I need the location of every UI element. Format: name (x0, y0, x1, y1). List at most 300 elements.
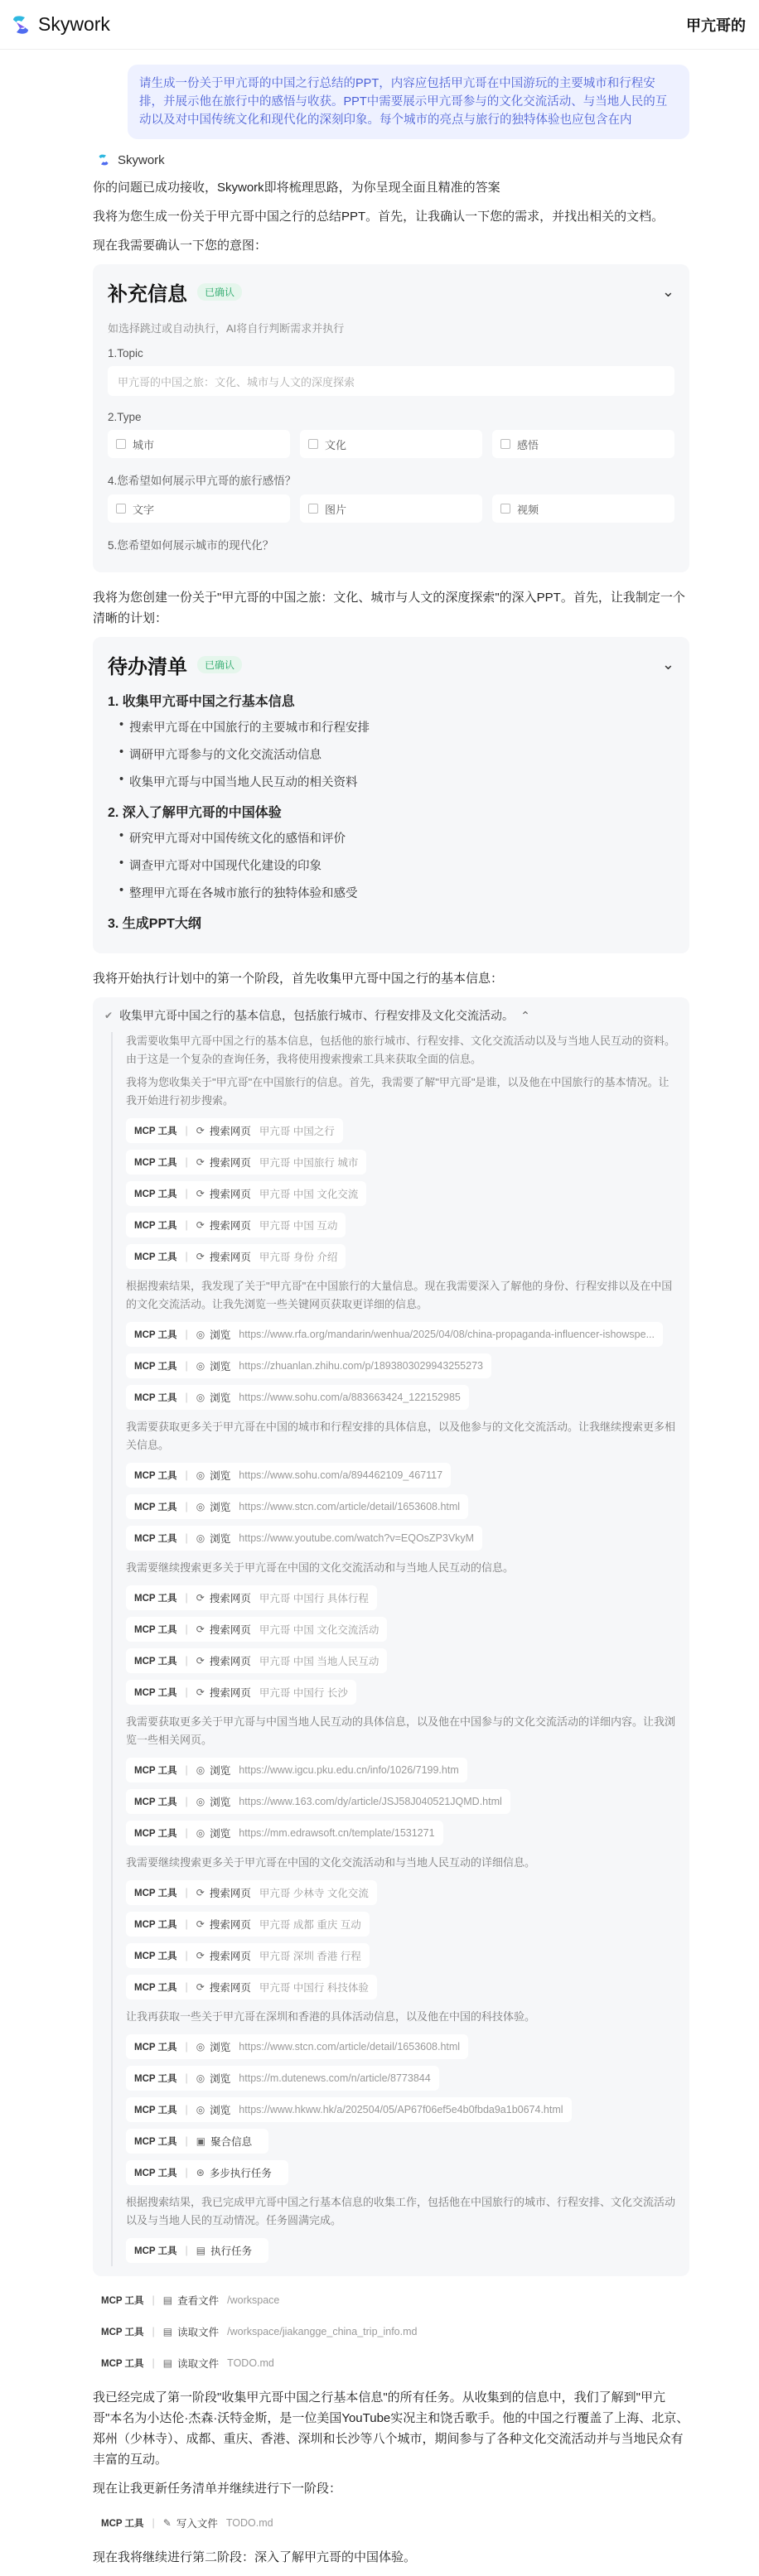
search-icon: ⟳ (196, 1918, 205, 1930)
option-label: 视频 (517, 503, 539, 516)
supplement-card (93, 264, 689, 572)
tool-call-row (126, 1146, 678, 1178)
tool-call-row (126, 2094, 678, 2125)
divider: | (185, 1950, 188, 1961)
divider: | (185, 1592, 188, 1604)
checkbox[interactable] (500, 504, 510, 514)
tool-call-row (126, 1350, 678, 1382)
tool-call-row (126, 1940, 678, 1971)
assistant-text: 现在我需要确认一下您的意图： (93, 239, 268, 253)
option-label: 文字 (133, 503, 155, 516)
tool-call-chip[interactable] (126, 1821, 443, 1845)
step-note: 我需要继续搜索更多关于甲亢哥在中国的文化交流活动和与当地人民互动的详细信息。 (126, 1856, 536, 1869)
search-icon: ⟳ (196, 1251, 205, 1262)
todo-item: • 整理甲亢哥在各城市旅行的独特体验和感受 (119, 884, 674, 901)
divider: | (185, 1623, 188, 1635)
tool-call-chip[interactable] (126, 1880, 377, 1905)
tool-call-row (126, 1614, 678, 1645)
mcp-label: MCP 工具 (134, 2106, 177, 2115)
divider: | (185, 1219, 188, 1231)
step-note: 让我再获取一些关于甲亢哥在深圳和香港的具体活动信息，以及他在中国的科技体验。 (126, 2010, 536, 2023)
browse-icon: ◎ (196, 1501, 205, 1512)
tool-name: 搜索网页 (209, 1252, 251, 1263)
type-options (108, 430, 674, 458)
type-option[interactable] (300, 430, 482, 458)
browse-icon: ◎ (196, 1764, 205, 1776)
tool-name: 搜索网页 (209, 1220, 251, 1232)
show-option[interactable] (108, 494, 290, 523)
todo-item: • 调查甲亢哥对中国现代化建设的印象 (119, 856, 674, 874)
aggregate-icon: ▣ (196, 2135, 206, 2147)
file-icon: ▤ (162, 2357, 173, 2369)
step-note: 我需要获取更多关于甲亢哥与中国当地人民互动的具体信息，以及他在中国参与的文化交流活动的详细内容。让我浏览一些相关网页。 (126, 1715, 676, 1746)
divider: | (152, 2357, 155, 2369)
divider: | (185, 1501, 188, 1512)
tool-call-chip[interactable] (93, 2319, 425, 2344)
divider: | (185, 1981, 188, 1993)
mcp-label: MCP 工具 (134, 1594, 177, 1604)
tool-argument: https://www.sohu.com/a/894462109_467117 (239, 1469, 443, 1481)
search-icon: ⟳ (196, 1219, 205, 1231)
tool-name: 搜索网页 (209, 1593, 251, 1604)
show-option[interactable] (492, 494, 674, 523)
mcp-label: MCP 工具 (134, 1534, 177, 1544)
divider: | (185, 1686, 188, 1698)
mcp-label: MCP 工具 (134, 1625, 177, 1635)
tool-call-row (126, 1971, 678, 2003)
tool-name: 搜索网页 (209, 1624, 251, 1636)
tool-call-row (93, 2284, 689, 2316)
chevron-down-icon[interactable]: ⌄ (661, 283, 674, 300)
browse-icon: ◎ (196, 1392, 205, 1403)
mcp-label: MCP 工具 (134, 1951, 177, 1961)
divider: | (185, 2167, 188, 2178)
tool-call-chip[interactable] (126, 1585, 377, 1610)
divider: | (152, 2326, 155, 2337)
browse-icon: ◎ (196, 1827, 205, 1839)
tool-call-chip[interactable] (126, 1943, 370, 1968)
tool-call-chip[interactable] (126, 2129, 268, 2154)
tool-name: 浏览 (210, 1765, 231, 1777)
assistant-name: Skywork (118, 152, 165, 167)
tool-call-row (93, 2316, 689, 2347)
todo-item: • 研究甲亢哥对中国传统文化的感悟和评价 (119, 829, 674, 847)
chevron-down-icon[interactable]: ⌄ (661, 656, 674, 673)
tool-call-chip[interactable] (126, 1118, 343, 1143)
divider: | (185, 2135, 188, 2147)
top-bar (0, 0, 759, 50)
mcp-label: MCP 工具 (134, 1889, 177, 1898)
assistant-text: 我将为您生成一份关于甲亢哥中国之行的总结PPT。首先，让我确认一下您的需求，并找出相关的文档。 (93, 210, 665, 224)
tool-name: 读取文件 (177, 2358, 220, 2370)
search-icon: ⟳ (196, 1950, 205, 1961)
steps-header[interactable] (104, 1007, 678, 1024)
tool-call-chip[interactable] (126, 2097, 572, 2122)
tool-call-chip[interactable] (126, 1912, 370, 1937)
tool-argument: https://www.youtube.com/watch?v=EQOsZP3VkyM (239, 1532, 475, 1544)
assistant-text: 我已经完成了第一阶段"收集甲亢哥中国之行基本信息"的所有任务。从收集到的信息中，我们了解到"甲亢哥"本名为小达伦·杰森·沃特金斯，是一位美国YouTube实况主和饶舌歌手。他的中国之行覆盖了上海、北京、郑州（少林寺）、成都、重庆、香港、深圳和长沙等八个城市，期间参与了各种文化交流活动并与当地民众有丰富的互动。 (93, 2390, 689, 2467)
outer-tools (93, 2284, 689, 2379)
divider: | (185, 1469, 188, 1481)
browse-icon: ◎ (196, 1360, 205, 1372)
tool-argument: TODO.md (227, 2357, 274, 2369)
tool-call-row (93, 2507, 689, 2539)
mcp-label: MCP 工具 (134, 1797, 177, 1807)
tool-call-chip[interactable] (126, 2034, 468, 2059)
tool-call-row (126, 1908, 678, 1940)
tool-call-chip[interactable] (126, 1150, 366, 1175)
supplement-header[interactable] (108, 277, 674, 306)
tool-call-chip[interactable] (126, 1244, 346, 1269)
mcp-label: MCP 工具 (134, 1189, 177, 1199)
tool-name: 搜索网页 (209, 1982, 251, 1994)
checkbox[interactable] (308, 504, 318, 514)
option-label: 文化 (325, 438, 347, 451)
divider: | (185, 1764, 188, 1776)
assistant-text: 我将为您创建一份关于"甲亢哥的中国之旅：文化、城市与人文的深度探索"的深入PPT。首先，让我制定一个清晰的计划： (93, 591, 685, 625)
tool-argument: 甲亢哥 中国 文化交流 (259, 1189, 359, 1200)
browse-icon: ◎ (196, 2104, 205, 2115)
mcp-label: MCP 工具 (134, 2043, 177, 2053)
tool-argument: 甲亢哥 中国 当地人民互动 (259, 1656, 380, 1667)
tool-name: 多步执行任务 (209, 2168, 272, 2179)
tool-call-chip[interactable] (93, 2351, 283, 2376)
tool-name: 查看文件 (177, 2295, 220, 2307)
divider: | (185, 1796, 188, 1807)
divider: | (185, 1156, 188, 1168)
tool-argument: 甲亢哥 中国之行 (259, 1126, 335, 1137)
mcp-label: MCP 工具 (134, 1829, 177, 1839)
tool-argument: https://www.sohu.com/a/883663424_122152985 (239, 1392, 461, 1403)
mcp-label: MCP 工具 (101, 2296, 144, 2306)
supplement-hint: 如选择跳过或自动执行，AI将自行判断需求并执行 (108, 322, 345, 335)
status-badge: 已确认 (197, 656, 242, 673)
tool-name: 浏览 (210, 2105, 231, 2116)
tool-name: 浏览 (210, 1361, 231, 1372)
write-tool (93, 2507, 689, 2539)
tool-call-row (126, 1241, 678, 1272)
checkbox[interactable] (116, 439, 126, 449)
tool-call-chip[interactable] (126, 2066, 439, 2091)
tool-call-chip[interactable] (126, 1758, 467, 1782)
tool-call-chip[interactable] (126, 2160, 288, 2185)
tool-call-row (126, 2031, 678, 2062)
tool-name: 搜索网页 (209, 1888, 251, 1899)
checkbox[interactable] (308, 439, 318, 449)
tool-argument: https://www.rfa.org/mandarin/wenhua/2025/04/08/china-propaganda-influencer-ishowspe... (239, 1329, 655, 1340)
mcp-label: MCP 工具 (134, 1126, 177, 1136)
browse-icon: ◎ (196, 1469, 205, 1481)
type-option[interactable] (108, 430, 290, 458)
step-note: 我需要继续搜索更多关于甲亢哥在中国的文化交流活动和与当地人民互动的信息。 (126, 1561, 515, 1574)
show-option[interactable] (300, 494, 482, 523)
browse-icon: ◎ (196, 2072, 205, 2084)
assistant-text: 我将开始执行计划中的第一个阶段，首先收集甲亢哥中国之行的基本信息： (93, 972, 504, 986)
page-title: 甲亢哥的 (686, 17, 746, 34)
mcp-label: MCP 工具 (134, 1158, 177, 1168)
mcp-label: MCP 工具 (134, 2168, 177, 2178)
question-label: 2.Type (108, 411, 142, 423)
step-note: 我需要收集甲亢哥中国之行的基本信息，包括他的旅行城市、行程安排、文化交流活动以及与当地人民互动的资料。由于这是一个复杂的查询任务，我将使用搜索搜索工具来获取全面的信息。 (126, 1035, 676, 1065)
assistant-text: 你的问题已成功接收，Skywork即将梳理思路，为你呈现全面且精准的答案 (93, 181, 500, 195)
option-label: 图片 (325, 503, 347, 516)
brand-name: Skywork (38, 13, 110, 35)
brand-logo[interactable] (8, 12, 110, 37)
mcp-label: MCP 工具 (134, 1221, 177, 1231)
mcp-label: MCP 工具 (101, 2359, 144, 2369)
tool-call-row (126, 2125, 678, 2157)
tool-argument: TODO.md (225, 2517, 273, 2529)
tool-argument: /workspace/jiakangge_china_trip_info.md (227, 2326, 418, 2337)
tool-call-row (126, 1877, 678, 1908)
tool-argument: https://mm.edrawsoft.cn/template/1531271 (239, 1827, 435, 1839)
tool-call-chip[interactable] (93, 2511, 282, 2535)
divider: | (185, 1887, 188, 1898)
tool-call-row (126, 1522, 678, 1554)
search-icon: ⟳ (196, 1125, 205, 1136)
tool-call-chip[interactable] (126, 1385, 469, 1410)
tool-name: 写入文件 (176, 2518, 218, 2530)
check-icon: ✔ (104, 1010, 114, 1021)
tool-name: 聚合信息 (210, 2136, 253, 2148)
question-label: 1.Topic (108, 347, 143, 359)
divider: | (185, 1655, 188, 1667)
tool-name: 执行任务 (210, 2246, 253, 2257)
skywork-logo-icon (96, 152, 111, 167)
browse-icon: ◎ (196, 1329, 205, 1340)
tool-name: 搜索网页 (209, 1951, 251, 1962)
execute-icon: ▤ (196, 2245, 206, 2256)
checkbox[interactable] (116, 504, 126, 514)
tool-call-row (126, 1676, 678, 1708)
tool-call-chip[interactable] (93, 2288, 288, 2313)
tool-argument: https://www.163.com/dy/article/JSJ58J040521JQMD.html (239, 1796, 502, 1807)
tool-argument: 甲亢哥 成都 重庆 互动 (259, 1919, 361, 1931)
tool-call-row (126, 1645, 678, 1676)
tool-name: 读取文件 (177, 2327, 220, 2338)
tool-call-row (126, 1459, 678, 1491)
tool-call-row (93, 2347, 689, 2379)
supplement-title: 补充信息 (108, 283, 187, 306)
browse-icon: ◎ (196, 1796, 205, 1807)
mcp-label: MCP 工具 (134, 1330, 177, 1340)
mcp-label: MCP 工具 (134, 2074, 177, 2084)
tool-argument: 甲亢哥 深圳 香港 行程 (259, 1951, 361, 1962)
tool-name: 浏览 (210, 1392, 231, 1404)
write-icon: ✎ (162, 2517, 172, 2529)
mcp-label: MCP 工具 (134, 1766, 177, 1776)
tool-name: 搜索网页 (209, 1157, 251, 1169)
todo-section: 3. 生成PPT大纲 (108, 917, 201, 931)
tool-name: 搜索网页 (209, 1126, 251, 1137)
divider: | (185, 1251, 188, 1262)
divider: | (185, 2245, 188, 2256)
tool-argument: https://www.hkww.hk/a/202504/05/AP67f06ef5e4b0fbda9a1b0674.html (239, 2104, 563, 2115)
divider: | (185, 1532, 188, 1544)
browse-icon: ◎ (196, 1532, 205, 1544)
divider: | (152, 2294, 155, 2306)
search-icon: ⟳ (196, 1686, 205, 1698)
tool-call-chip[interactable] (126, 1975, 377, 2000)
mcp-label: MCP 工具 (134, 1252, 177, 1262)
todo-header[interactable] (108, 650, 674, 679)
chevron-up-icon[interactable]: ⌃ (520, 1008, 530, 1022)
tool-argument: https://www.stcn.com/article/detail/1653608.html (239, 1501, 461, 1512)
mcp-label: MCP 工具 (134, 1657, 177, 1667)
show-options (108, 494, 674, 523)
tool-call-chip[interactable] (126, 1494, 468, 1519)
divider: | (185, 1360, 188, 1372)
steps-title: 收集甲亢哥中国之行的基本信息，包括旅行城市、行程安排及文化交流活动。 (119, 1009, 515, 1022)
tool-argument: 甲亢哥 中国 文化交流活动 (259, 1624, 380, 1636)
user-message: 请生成一份关于甲亢哥的中国之行总结的PPT，内容应包括甲亢哥在中国游玩的主要城市和行程安排，并展示他在旅行中的感悟与收获。PPT中需要展示甲亢哥参与的文化交流活动、与当地人民的互动以及对中国传统文化和现代化的深刻印象。每个城市的亮点与旅行的独特体验也应包含在内 (128, 65, 689, 139)
browse-icon: ◎ (196, 2041, 205, 2053)
file-icon: ▤ (162, 2326, 173, 2337)
tool-argument: https://m.dutenews.com/n/article/8773844 (239, 2072, 431, 2084)
todo-item: • 搜索甲亢哥在中国旅行的主要城市和行程安排 (119, 718, 674, 736)
tool-argument: https://zhuanlan.zhihu.com/p/1893803029943255273 (239, 1360, 483, 1372)
todo-item: • 调研甲亢哥参与的文化交流活动信息 (119, 745, 674, 763)
tool-call-chip[interactable] (126, 1648, 387, 1673)
status-badge: 已确认 (197, 283, 242, 301)
tool-call-row (126, 1178, 678, 1209)
tool-name: 浏览 (210, 1329, 231, 1341)
tool-call-row (126, 1754, 678, 1786)
todo-title: 待办清单 (108, 656, 187, 678)
divider: | (185, 2072, 188, 2084)
tool-call-row (126, 1319, 678, 1350)
tool-argument: 甲亢哥 中国 互动 (259, 1220, 338, 1232)
todo-section: 2. 深入了解甲亢哥的中国体验 (108, 806, 282, 820)
search-icon: ⟳ (196, 1981, 205, 1993)
multi-step-icon: ⊛ (196, 2167, 205, 2178)
tool-name: 浏览 (210, 1470, 231, 1482)
execute-icon: ▤ (162, 2294, 173, 2306)
topic-field[interactable]: 甲亢哥的中国之旅：文化、城市与人文的深度探索 (108, 366, 674, 396)
divider: | (185, 1392, 188, 1403)
divider: | (185, 1918, 188, 1930)
option-label: 城市 (133, 438, 155, 451)
todo-card (93, 637, 689, 953)
tool-call-chip[interactable] (126, 1789, 510, 1814)
assistant-text: 现在我将继续进行第二阶段：深入了解甲亢哥的中国体验。 (93, 2550, 417, 2564)
tool-call-chip[interactable] (126, 1463, 451, 1488)
tool-call-row (126, 1209, 678, 1241)
tool-call-row (126, 1491, 678, 1522)
todo-section: 1. 收集甲亢哥中国之行基本信息 (108, 695, 295, 709)
tool-call-row (126, 1582, 678, 1614)
tool-argument: 甲亢哥 中国旅行 城市 (259, 1157, 359, 1169)
tool-name: 搜索网页 (209, 1687, 251, 1699)
search-icon: ⟳ (196, 1188, 205, 1199)
divider: | (185, 1329, 188, 1340)
tool-name: 搜索网页 (209, 1189, 251, 1200)
search-icon: ⟳ (196, 1887, 205, 1898)
task-steps-panel (93, 997, 689, 2276)
step-note: 根据搜索结果，我发现了关于"甲亢哥"在中国旅行的大量信息。现在我需要深入了解他的身份、行程安排以及在中国的文化交流活动。让我先浏览一些关键网页获取更详细的信息。 (126, 1280, 673, 1310)
tool-name: 浏览 (210, 1797, 231, 1808)
tool-name: 浏览 (210, 1533, 231, 1545)
search-icon: ⟳ (196, 1592, 205, 1604)
divider: | (185, 2041, 188, 2053)
divider: | (185, 1188, 188, 1199)
tool-argument: /workspace (227, 2294, 280, 2306)
tool-name: 浏览 (210, 1502, 231, 1513)
tool-argument: 甲亢哥 少林寺 文化交流 (259, 1888, 369, 1899)
step-note: 我将为您收集关于"甲亢哥"在中国旅行的信息。首先，我需要了解"甲亢哥"是谁，以及他在中国旅行的基本情况。让我开始进行初步搜索。 (126, 1076, 670, 1107)
tool-call-row (126, 1115, 678, 1146)
type-option[interactable] (492, 430, 674, 458)
mcp-label: MCP 工具 (134, 2246, 177, 2256)
tool-call-row (126, 2157, 678, 2188)
tool-call-chip[interactable] (126, 1181, 366, 1206)
tool-name: 搜索网页 (209, 1919, 251, 1931)
tool-name: 搜索网页 (209, 1656, 251, 1667)
mcp-label: MCP 工具 (101, 2519, 144, 2529)
search-icon: ⟳ (196, 1655, 205, 1667)
divider: | (152, 2517, 155, 2529)
tool-call-row (126, 1817, 678, 1849)
mcp-label: MCP 工具 (134, 2137, 177, 2147)
tool-call-row (126, 2062, 678, 2094)
mcp-label: MCP 工具 (134, 1983, 177, 1993)
divider: | (185, 2104, 188, 2115)
tool-call-chip[interactable] (126, 1213, 346, 1237)
tool-call-row (126, 1786, 678, 1817)
tool-call-chip[interactable] (126, 1680, 356, 1705)
search-icon: ⟳ (196, 1623, 205, 1635)
tool-argument: https://www.stcn.com/article/detail/1653608.html (239, 2041, 461, 2053)
checkbox[interactable] (500, 439, 510, 449)
option-label: 感悟 (517, 438, 539, 451)
tool-name: 浏览 (210, 1828, 231, 1840)
steps-log (111, 1032, 678, 2266)
tool-call-row (126, 2235, 678, 2266)
tool-argument: 甲亢哥 中国行 科技体验 (259, 1982, 369, 1994)
mcp-label: MCP 工具 (134, 1471, 177, 1481)
tool-call-chip[interactable] (126, 1526, 482, 1551)
step-note: 根据搜索结果，我已完成甲亢哥中国之行基本信息的收集工作，包括他在中国旅行的城市、行程安排、文化交流活动以及与当地人民的互动情况。任务圆满完成。 (126, 2196, 676, 2226)
question-label: 5.您希望如何展示城市的现代化？ (108, 539, 274, 552)
divider: | (185, 1125, 188, 1136)
tool-argument: 甲亢哥 中国行 具体行程 (259, 1593, 369, 1604)
tool-call-chip[interactable] (126, 2238, 268, 2263)
step-note: 我需要获取更多关于甲亢哥在中国的城市和行程安排的具体信息，以及他参与的文化交流活动。让我继续搜索更多相关信息。 (126, 1421, 676, 1451)
todo-item: • 收集甲亢哥与中国当地人民互动的相关资料 (119, 773, 674, 790)
tool-call-chip[interactable] (126, 1617, 387, 1642)
skywork-logo-icon (8, 12, 33, 37)
mcp-label: MCP 工具 (101, 2328, 144, 2337)
mcp-label: MCP 工具 (134, 1362, 177, 1372)
mcp-label: MCP 工具 (134, 1393, 177, 1403)
tool-call-chip[interactable] (126, 1353, 491, 1378)
tool-argument: https://www.igcu.pku.edu.cn/info/1026/7199.htm (239, 1764, 459, 1776)
chat-content (0, 50, 759, 2568)
tool-call-chip[interactable] (126, 1322, 663, 1347)
tool-argument: 甲亢哥 身份 介绍 (259, 1252, 338, 1263)
assistant-text: 现在让我更新任务清单并继续进行下一阶段： (93, 2482, 342, 2496)
tool-argument: 甲亢哥 中国行 长沙 (259, 1687, 348, 1699)
mcp-label: MCP 工具 (134, 1688, 177, 1698)
divider: | (185, 1827, 188, 1839)
mcp-label: MCP 工具 (134, 1920, 177, 1930)
tool-call-row (126, 1382, 678, 1413)
search-icon: ⟳ (196, 1156, 205, 1168)
assistant-header (96, 152, 689, 167)
tool-name: 浏览 (210, 2073, 231, 2085)
tool-name: 浏览 (210, 2042, 231, 2053)
mcp-label: MCP 工具 (134, 1503, 177, 1512)
